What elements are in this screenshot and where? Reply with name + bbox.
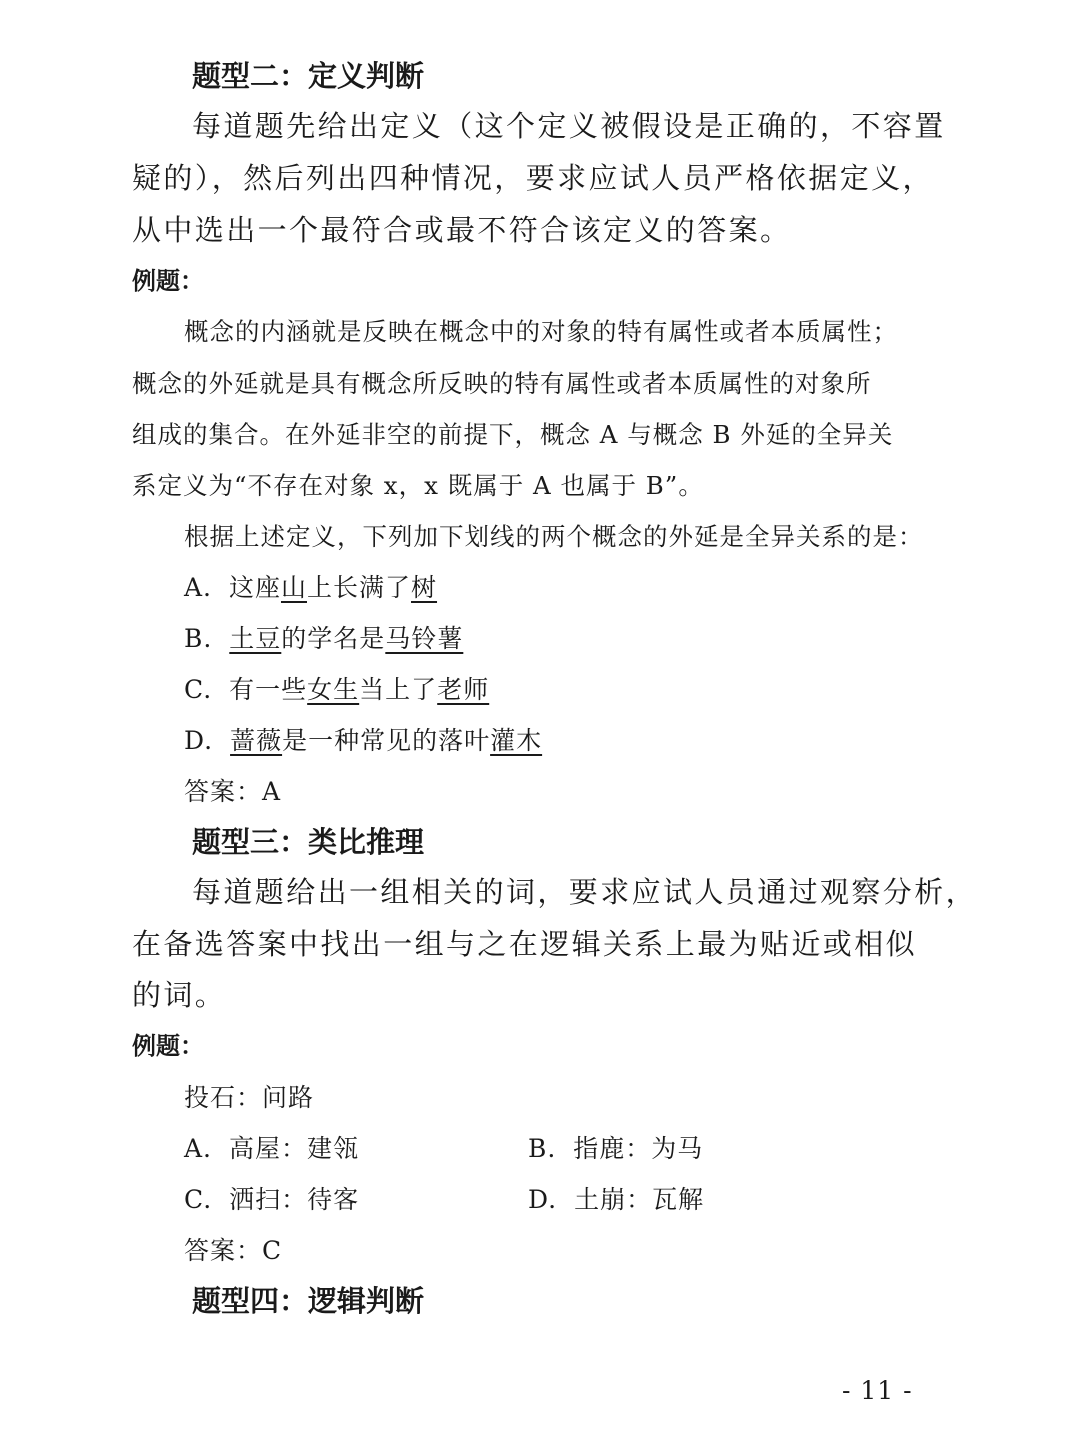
section-desc-line: 从中选出一个最符合或最不符合该定义的答案。 [132, 213, 792, 247]
option-a [184, 572, 437, 604]
option-text-plain: 的学名是 [281, 624, 386, 653]
example-label: 例题： [132, 1032, 204, 1060]
option-text-plain: 有一些 [229, 675, 308, 704]
option-text: 洒扫：待客 [229, 1185, 360, 1214]
section-desc-line: 疑的），然后列出四种情况，要求应试人员严格依据定义， [132, 161, 934, 195]
analogy-option-a [184, 1133, 359, 1165]
underlined-concept: 灌木 [490, 726, 543, 755]
answer: 答案：A [184, 777, 282, 806]
answer: 答案：C [184, 1236, 283, 1265]
underlined-concept: 马铃薯 [385, 624, 464, 653]
option-letter: B. [184, 624, 213, 653]
option-letter: A. [184, 573, 213, 602]
section-desc-line: 的词。 [132, 978, 227, 1012]
underlined-concept: 土豆 [229, 624, 282, 653]
section-title-analogy: 题型三：类比推理 [192, 825, 425, 859]
option-letter: C. [184, 675, 213, 704]
page-number: - 11 - [842, 1376, 913, 1405]
section-title-logic-judgment: 题型四：逻辑判断 [192, 1284, 425, 1318]
example-stem-line: 概念的内涵就是反映在概念中的对象的特有属性或者本质属性； [184, 317, 898, 346]
option-d [184, 725, 542, 757]
option-text-plain: 这座 [228, 573, 281, 602]
analogy-option-d [528, 1184, 704, 1216]
analogy-stem: 投石：问路 [184, 1083, 315, 1112]
underlined-concept: 树 [411, 573, 438, 602]
option-text: 土崩：瓦解 [574, 1185, 705, 1214]
example-stem-line: 系定义为“不存在对象 x，x 既属于 A 也属于 B”。 [132, 471, 704, 500]
section-desc-line: 每道题先给出定义（这个定义被假设是正确的，不容置 [192, 109, 946, 143]
option-text: 指鹿：为马 [573, 1134, 704, 1163]
example-stem-line: 组成的集合。在外延非空的前提下，概念 A 与概念 B 外延的全异关 [132, 420, 894, 449]
option-letter: D. [528, 1185, 558, 1214]
section-title-definition-judgment: 题型二：定义判断 [192, 59, 425, 93]
option-text-plain: 当上了 [359, 675, 438, 704]
underlined-concept: 山 [280, 573, 307, 602]
section-desc-line: 每道题给出一组相关的词，要求应试人员通过观察分析， [192, 875, 978, 909]
option-c [184, 674, 489, 706]
example-stem-line: 概念的外延就是具有概念所反映的特有属性或者本质属性的对象所 [132, 369, 872, 398]
option-text-plain: 上长满了 [307, 573, 412, 602]
example-label: 例题： [132, 267, 204, 295]
analogy-option-b [528, 1133, 703, 1165]
underlined-concept: 女生 [307, 675, 360, 704]
section-desc-line: 在备选答案中找出一组与之在逻辑关系上最为贴近或相似 [132, 927, 918, 961]
option-text-plain: 是一种常见的落叶 [282, 726, 491, 755]
analogy-option-c [184, 1184, 359, 1216]
option-text: 高屋：建瓴 [228, 1134, 359, 1163]
option-letter: A. [184, 1134, 213, 1163]
underlined-concept: 蔷薇 [230, 726, 283, 755]
option-letter: D. [184, 726, 214, 755]
option-b [184, 623, 463, 655]
underlined-concept: 老师 [437, 675, 490, 704]
question-prompt: 根据上述定义，下列加下划线的两个概念的外延是全异关系的是： [184, 522, 924, 551]
option-letter: C. [184, 1185, 213, 1214]
option-letter: B. [528, 1134, 557, 1163]
